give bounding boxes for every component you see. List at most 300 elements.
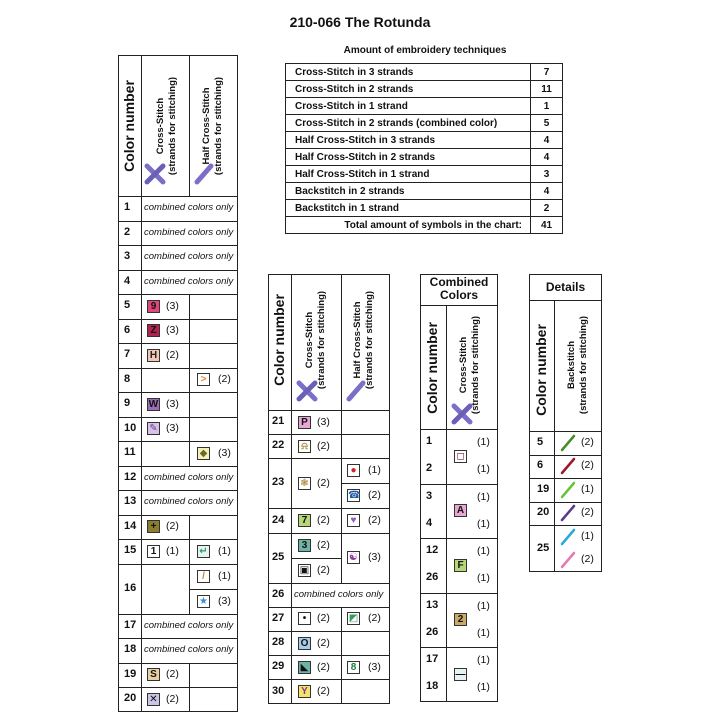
stitch-symbol: ▣ [299, 564, 310, 576]
color-number: 18 [124, 643, 137, 656]
grid-line [291, 679, 292, 703]
strand-count: (3) [166, 397, 179, 410]
combined-only-label: combined colors only [144, 226, 234, 238]
grid-line [291, 274, 292, 410]
grid-line [141, 564, 142, 614]
grid-line [141, 245, 142, 270]
grid-line [291, 508, 292, 532]
technique-label: Backstitch in 2 strands [286, 183, 531, 200]
cross-stitch-header-strands: (strands for stitching) [470, 315, 481, 415]
grid-line [189, 392, 190, 417]
stitch-symbol: 1 [147, 545, 160, 558]
color-number: 6 [537, 459, 544, 472]
grid-line [189, 319, 190, 344]
technique-count: 4 [531, 149, 563, 166]
grid-line [341, 607, 342, 631]
grid-line [118, 368, 238, 369]
half-cross-stitch-header-strands: (strands for stitching) [364, 290, 375, 390]
strand-count: (3) [368, 551, 381, 564]
grid-line [141, 663, 142, 688]
grid-line [189, 515, 190, 540]
color-number-header: Color number [271, 294, 287, 386]
grid-line [141, 539, 142, 564]
half-cross-stitch-icon [193, 163, 215, 185]
color-number: 12 [124, 470, 137, 483]
technique-label: Backstitch in 1 strand [286, 200, 531, 217]
summary-total-row [286, 217, 563, 234]
stitch-symbol: O [298, 637, 311, 650]
stitch-symbol: — [455, 668, 466, 680]
stitch-symbol: 8 [347, 661, 360, 674]
grid-line [141, 392, 142, 417]
cross-stitch-header-title: Cross-Stitch [458, 336, 469, 394]
color-number: 4 [124, 274, 131, 287]
grid-line [268, 508, 390, 509]
grid-line [118, 638, 238, 639]
color-number: 28 [272, 636, 285, 649]
grid-line [341, 631, 342, 655]
color-number: 17 [426, 653, 439, 665]
color-number: 30 [272, 684, 285, 697]
technique-label: Cross-Stitch in 1 strand [286, 98, 531, 115]
stitch-symbol: ★ [197, 595, 210, 608]
summary-row [286, 166, 563, 183]
grid-line [554, 525, 555, 572]
technique-count: 11 [531, 81, 563, 98]
strand-count: (2) [368, 612, 381, 625]
color-number: 29 [272, 660, 285, 673]
summary-caption: Amount of embroidery techniques [343, 45, 507, 56]
combined-only-label: combined colors only [144, 644, 234, 656]
grid-line [141, 294, 142, 319]
color-number: 7 [124, 348, 131, 361]
strand-count: (3) [317, 415, 330, 428]
strand-count: (1) [477, 463, 490, 476]
backstitch-line-icon [559, 481, 577, 499]
technique-label: Half Cross-Stitch in 1 strand [286, 166, 531, 183]
stitch-symbol: ❃ [298, 477, 311, 490]
grid-line [118, 221, 238, 222]
strand-count: (1) [477, 490, 490, 503]
strand-count: (1) [368, 464, 381, 477]
summary-row [286, 200, 563, 217]
color-number: 17 [124, 618, 137, 631]
strand-count: (1) [477, 517, 490, 530]
combined-only-label: combined colors only [144, 619, 234, 631]
grid-line [141, 441, 142, 466]
grid-line [118, 417, 238, 418]
strand-count: (2) [581, 506, 594, 519]
grid-line [268, 434, 390, 435]
grid-line [554, 431, 555, 455]
strand-count: (2) [368, 514, 381, 526]
grid-line [118, 564, 238, 565]
strand-count: (2) [317, 514, 330, 526]
strand-count: (2) [166, 520, 179, 533]
grid-line [341, 679, 342, 703]
color-number: 1 [426, 435, 433, 447]
cross-stitch-icon [451, 403, 473, 425]
color-number: 3 [426, 489, 433, 502]
color-number: 12 [426, 544, 439, 556]
color-number: 26 [272, 587, 285, 600]
grid-line [268, 533, 390, 534]
grid-line [141, 515, 142, 540]
backstitch-line-icon [559, 504, 577, 522]
color-number: 5 [124, 299, 131, 312]
color-number: 1 [124, 201, 131, 214]
color-number: 19 [537, 482, 550, 495]
strand-count: (2) [368, 489, 381, 502]
combined-colors-caption: Combined Colors [429, 275, 489, 302]
cross-stitch-header-title: Cross-Stitch [155, 97, 166, 155]
grid-line [141, 270, 142, 295]
grid-line [420, 429, 498, 430]
technique-count: 4 [531, 132, 563, 149]
grid-line [118, 196, 238, 197]
grid-line [189, 589, 238, 590]
grid-line [341, 274, 342, 410]
grid-line [529, 455, 602, 456]
strand-count: (2) [581, 553, 594, 566]
strand-count: (2) [218, 373, 231, 386]
strand-count: (1) [218, 544, 231, 557]
grid-line [268, 410, 390, 411]
stitch-symbol: ◩ [348, 613, 359, 625]
grid-line [141, 55, 142, 196]
total-count: 41 [531, 217, 563, 234]
summary-row [286, 149, 563, 166]
grid-line [291, 410, 292, 434]
technique-label: Cross-Stitch in 2 strands (combined color) [286, 115, 531, 132]
strand-count: (2) [317, 612, 330, 625]
backstitch-header [566, 305, 590, 425]
color-number: 10 [124, 421, 137, 434]
color-number: 21 [272, 415, 285, 428]
grid-line [420, 484, 498, 485]
grid-line [291, 434, 292, 458]
stitch-symbol: 3 [298, 539, 311, 552]
grid-line [420, 593, 498, 594]
grid-line [341, 533, 342, 583]
stitch-symbol: ◆ [197, 447, 210, 460]
strand-count: (3) [368, 660, 381, 673]
backstitch-line-icon [559, 434, 577, 452]
grid-line [141, 687, 142, 712]
stitch-symbol: ✕ [147, 693, 160, 706]
strand-count: (2) [317, 685, 330, 697]
color-number: 22 [272, 439, 285, 452]
grid-line [118, 466, 238, 467]
strand-count: (1) [477, 654, 490, 666]
total-label: Total amount of symbols in the chart: [286, 217, 531, 234]
cross-stitch-header-strands: (strands for stitching) [316, 290, 327, 390]
stitch-symbol: 2 [454, 613, 467, 626]
technique-count: 7 [531, 64, 563, 81]
color-number: 27 [272, 611, 285, 624]
grid-line [446, 647, 447, 702]
strand-count: (3) [166, 324, 179, 337]
technique-label: Cross-Stitch in 3 strands [286, 64, 531, 81]
strand-count: (2) [166, 692, 179, 705]
combined-only-label: combined colors only [144, 496, 234, 508]
grid-line [446, 429, 447, 484]
color-number: 16 [124, 581, 137, 594]
strand-count: (1) [166, 544, 179, 557]
strand-count: (1) [581, 482, 594, 495]
stitch-symbol: 7 [298, 514, 311, 527]
color-number: 6 [124, 323, 131, 336]
grid-line [189, 663, 190, 688]
color-number: 2 [426, 462, 433, 475]
grid-line [118, 490, 238, 491]
summary-row [286, 81, 563, 98]
cross-stitch-header-strands: (strands for stitching) [167, 76, 178, 176]
color-number: 13 [124, 495, 137, 508]
strand-count: (2) [317, 636, 330, 649]
cross-stitch-icon [144, 163, 166, 185]
grid-line [189, 294, 190, 319]
stitch-symbol: H [147, 349, 160, 362]
stitch-symbol: Z [147, 324, 160, 337]
grid-line [118, 441, 238, 442]
color-number: 23 [272, 476, 285, 489]
stitch-symbol: P [298, 416, 311, 429]
strand-count: (2) [317, 538, 330, 551]
summary-row [286, 115, 563, 132]
color-number: 13 [426, 598, 439, 611]
grid-line [420, 538, 498, 539]
stitch-symbol: S [147, 668, 160, 681]
grid-line [141, 319, 142, 344]
grid-line [341, 434, 342, 458]
stitch-symbol: 9 [147, 300, 160, 313]
technique-label: Half Cross-Stitch in 3 strands [286, 132, 531, 149]
combined-only-label: combined colors only [144, 471, 234, 483]
technique-count: 3 [531, 166, 563, 183]
grid-line [291, 607, 292, 631]
color-number: 24 [272, 513, 285, 526]
stitch-symbol: ✎ [147, 422, 160, 435]
grid-line [141, 343, 142, 368]
color-number: 11 [124, 446, 136, 459]
summary-table [285, 63, 563, 234]
grid-line [118, 294, 238, 295]
grid-line [529, 300, 602, 301]
grid-line [118, 614, 238, 615]
grid-line [268, 583, 390, 584]
grid-line [118, 663, 238, 664]
strand-count: (2) [317, 476, 330, 489]
color-number: 19 [124, 667, 137, 680]
backstitch-header-strands: (strands for stitching) [578, 315, 589, 415]
stitch-symbol: A [454, 504, 467, 517]
backstitch-line-icon [559, 551, 577, 569]
stitch-symbol: + [147, 520, 160, 533]
strand-count: (2) [166, 668, 179, 681]
grid-line [268, 458, 390, 459]
grid-line [268, 631, 390, 632]
grid-line [446, 538, 447, 593]
grid-line [118, 319, 238, 320]
grid-line [141, 196, 142, 221]
strand-count: (2) [581, 435, 594, 448]
grid-line [118, 515, 238, 516]
half-cross-stitch-header-title: Half Cross-Stitch [201, 87, 212, 165]
grid-line [189, 441, 190, 466]
grid-line [189, 368, 190, 393]
strand-count: (2) [166, 348, 179, 361]
summary-row [286, 64, 563, 81]
combined-only-label: combined colors only [144, 202, 234, 214]
technique-count: 5 [531, 115, 563, 132]
color-number: 2 [124, 225, 131, 238]
color-number: 25 [537, 541, 550, 554]
strand-count: (3) [166, 299, 179, 312]
grid-line [529, 502, 602, 503]
color-number: 18 [426, 680, 439, 693]
half-cross-stitch-icon [345, 380, 367, 402]
summary-row [286, 132, 563, 149]
grid-line [189, 417, 190, 442]
half-cross-stitch-header [352, 285, 376, 395]
color-number: 5 [537, 435, 544, 448]
backstitch-line-icon [559, 457, 577, 475]
grid-line [141, 466, 142, 491]
stitch-symbol: Y [298, 685, 311, 698]
color-number: 20 [124, 692, 137, 705]
grid-line [341, 508, 342, 532]
stitch-symbol: W [148, 398, 159, 410]
color-number: 14 [124, 519, 137, 532]
color-number: 25 [272, 550, 285, 563]
grid-line [189, 55, 190, 196]
strand-count: (3) [166, 422, 179, 435]
color-number: 26 [426, 625, 439, 638]
stitch-symbol: ☯ [347, 551, 360, 564]
grid-line [291, 558, 341, 559]
combined-only-label: combined colors only [294, 588, 384, 600]
cross-stitch-header-title: Cross-Stitch [304, 311, 315, 369]
technique-count: 4 [531, 183, 563, 200]
stitch-symbol: ◣ [298, 661, 311, 674]
grid-line [118, 392, 238, 393]
grid-line [141, 490, 142, 515]
strand-count: (1) [477, 626, 490, 639]
grid-line [529, 478, 602, 479]
strand-count: (1) [477, 681, 490, 694]
grid-line [118, 245, 238, 246]
strand-count: (1) [477, 436, 490, 448]
summary-row [286, 98, 563, 115]
stitch-symbol: ☎ [348, 490, 361, 502]
technique-label: Half Cross-Stitch in 2 strands [286, 149, 531, 166]
grid-line [118, 687, 238, 688]
color-number: 3 [124, 250, 131, 263]
cross-stitch-header [304, 285, 328, 395]
color-number: 20 [537, 506, 550, 519]
grid-line [291, 655, 292, 679]
stitch-symbol: / [197, 570, 210, 583]
backstitch-line-icon [559, 528, 577, 546]
grid-line [189, 687, 190, 712]
grid-line [268, 607, 390, 608]
strand-count: (1) [477, 572, 490, 585]
grid-line [141, 614, 142, 639]
color-number: 26 [426, 571, 439, 584]
grid-line [141, 638, 142, 663]
details-caption: Details [545, 280, 586, 294]
stitch-symbol: ● [347, 464, 360, 477]
color-number: 8 [124, 372, 131, 385]
strand-count: (1) [477, 545, 490, 557]
color-number: 9 [124, 397, 131, 410]
grid-line [291, 583, 292, 607]
grid-line [554, 300, 555, 431]
grid-line [189, 539, 190, 564]
half-cross-stitch-header-strands: (strands for stitching) [213, 76, 224, 176]
strand-count: (2) [317, 660, 330, 673]
grid-line [291, 631, 292, 655]
grid-line [529, 525, 602, 526]
stitch-symbol: • [298, 612, 311, 625]
color-number-header: Color number [121, 80, 137, 172]
cross-stitch-icon [296, 380, 318, 402]
strand-count: (2) [317, 563, 330, 576]
grid-line [268, 655, 390, 656]
summary-row [286, 183, 563, 200]
grid-line [554, 455, 555, 479]
stitch-symbol: ↵ [197, 545, 210, 558]
technique-count: 2 [531, 200, 563, 217]
grid-line [446, 593, 447, 648]
stitch-symbol: ⍾ [298, 440, 311, 453]
grid-line [141, 221, 142, 246]
strand-count: (2) [581, 459, 594, 472]
strand-count: (1) [581, 529, 594, 542]
strand-count: (3) [218, 446, 231, 459]
grid-line [189, 343, 190, 368]
combined-only-label: combined colors only [144, 275, 234, 287]
grid-line [554, 502, 555, 526]
grid-line [118, 539, 238, 540]
grid-line [529, 431, 602, 432]
grid-line [141, 417, 142, 442]
grid-line [446, 484, 447, 539]
stitch-symbol: ◻ [454, 450, 467, 463]
page-title: 210-066 The Rotunda [289, 14, 431, 30]
color-number-header: Color number [424, 322, 440, 414]
color-number: 15 [124, 544, 137, 557]
strand-count: (2) [317, 439, 330, 452]
stitch-symbol: F [454, 559, 467, 572]
grid-line [341, 410, 342, 434]
half-cross-stitch-header-title: Half Cross-Stitch [352, 301, 363, 379]
stitch-symbol: ♥ [347, 514, 360, 527]
grid-line [118, 343, 238, 344]
stitch-symbol: > [197, 373, 210, 386]
color-number-header: Color number [533, 324, 549, 416]
color-number: 4 [426, 516, 433, 529]
grid-line [554, 478, 555, 502]
grid-line [118, 270, 238, 271]
strand-count: (1) [218, 569, 231, 582]
grid-line [268, 679, 390, 680]
grid-line [341, 655, 342, 679]
strand-count: (1) [477, 599, 490, 612]
combined-only-label: combined colors only [144, 251, 234, 263]
grid-line [420, 305, 498, 306]
